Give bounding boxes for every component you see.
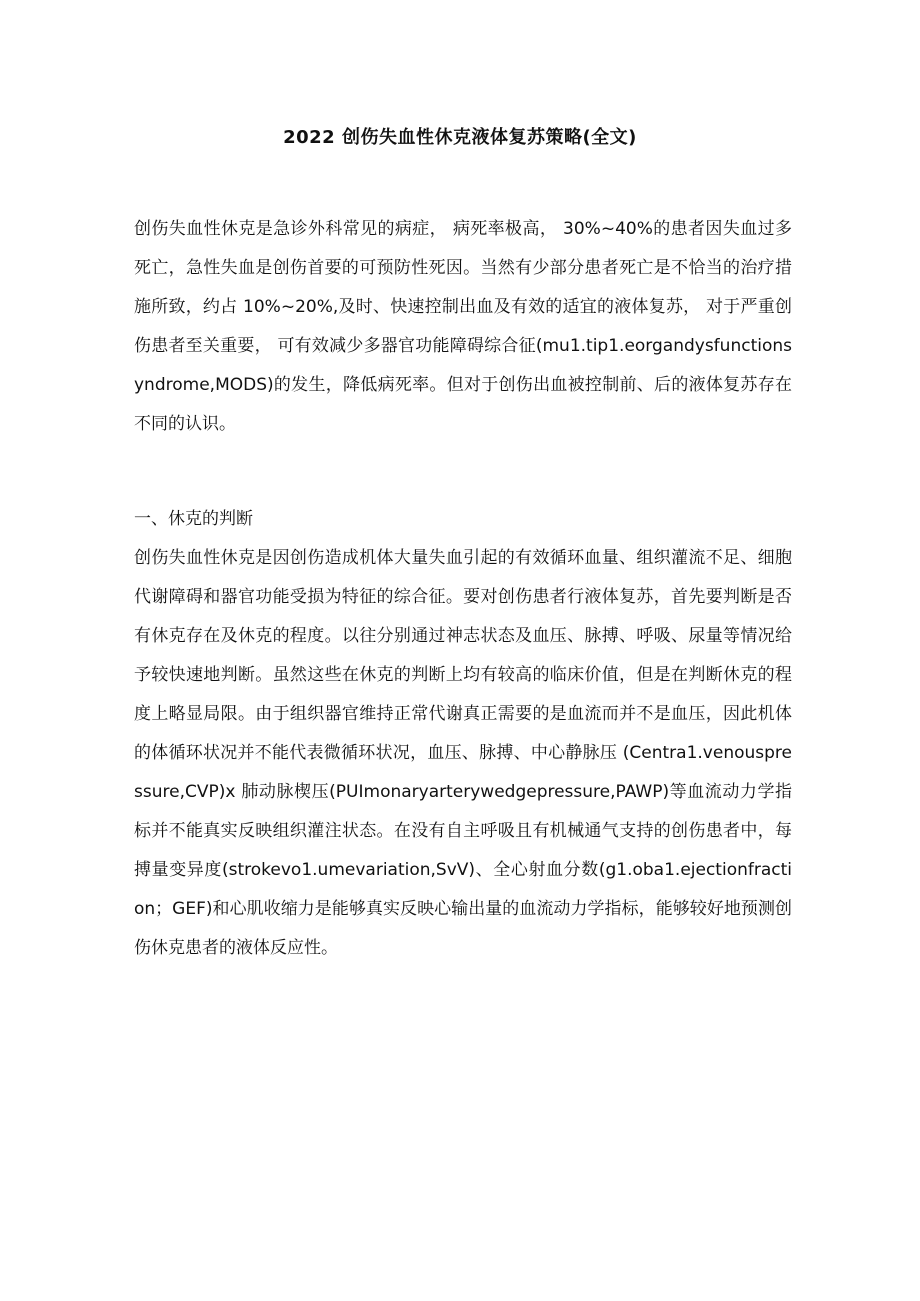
document-title: 2022 创伤失血性休克液体复苏策略(全文) [283,127,637,148]
document-body [134,210,792,968]
section-paragraph-shock-assessment: 创伤失血性休克是因创伤造成机体大量失血引起的有效循环血量、组织灌流不足、细胞代谢障碍和器官功能受损为特征的综合征。要对创伤患者行液体复苏，首先要判断是否有休克存在及休克的程度。以往分别通过神志状态及血压、脉搏、呼吸、尿量等情况给予较快速地判断。虽然这些在休克的判断上均有较高的临床价值，但是在判断休克的程度上略显局限。由于组织器官维持正常代谢真正需要的是血流而并不是血压，因此机体的体循环状况并不能代表微循环状况，血压、脉搏、中心静脉压 (Centra1.venouspressure,CVP)x 肺动脉楔压(PUImonaryarterywedgepressure,PAWP)等血流动力学指标并不能真实反映组织灌注状态。在没有自主呼吸且有机械通气支持的创伤患者中，每搏量变异度(strokevo1.umevariation,SvV)、全心射血分数(g1.oba1.ejectionfraction；GEF)和心肌收缩力是能够真实反映心输出量的血流动力学指标，能够较好地预测创伤休克患者的液体反应性。 [134,548,792,958]
paragraph-spacer [134,444,792,500]
intro-paragraph: 创伤失血性休克是急诊外科常见的病症， 病死率极高， 30%~40%的患者因失血过多死亡，急性失血是创伤首要的可预防性死因。当然有少部分患者死亡是不恰当的治疗措施所致，约占 10%~20%,及时、快速控制出血及有效的适宜的液体复苏， 对于严重创伤患者至关重要， 可有效减少多器官功能障碍综合征(mu1.tip1.eorgandysfunctionsyndrome,MODS)的发生，降低病死率。但对于创伤出血被控制前、后的液体复苏存在不同的认识。 [134,219,792,434]
section-heading-shock-assessment: 一、休克的判断 [134,509,253,529]
